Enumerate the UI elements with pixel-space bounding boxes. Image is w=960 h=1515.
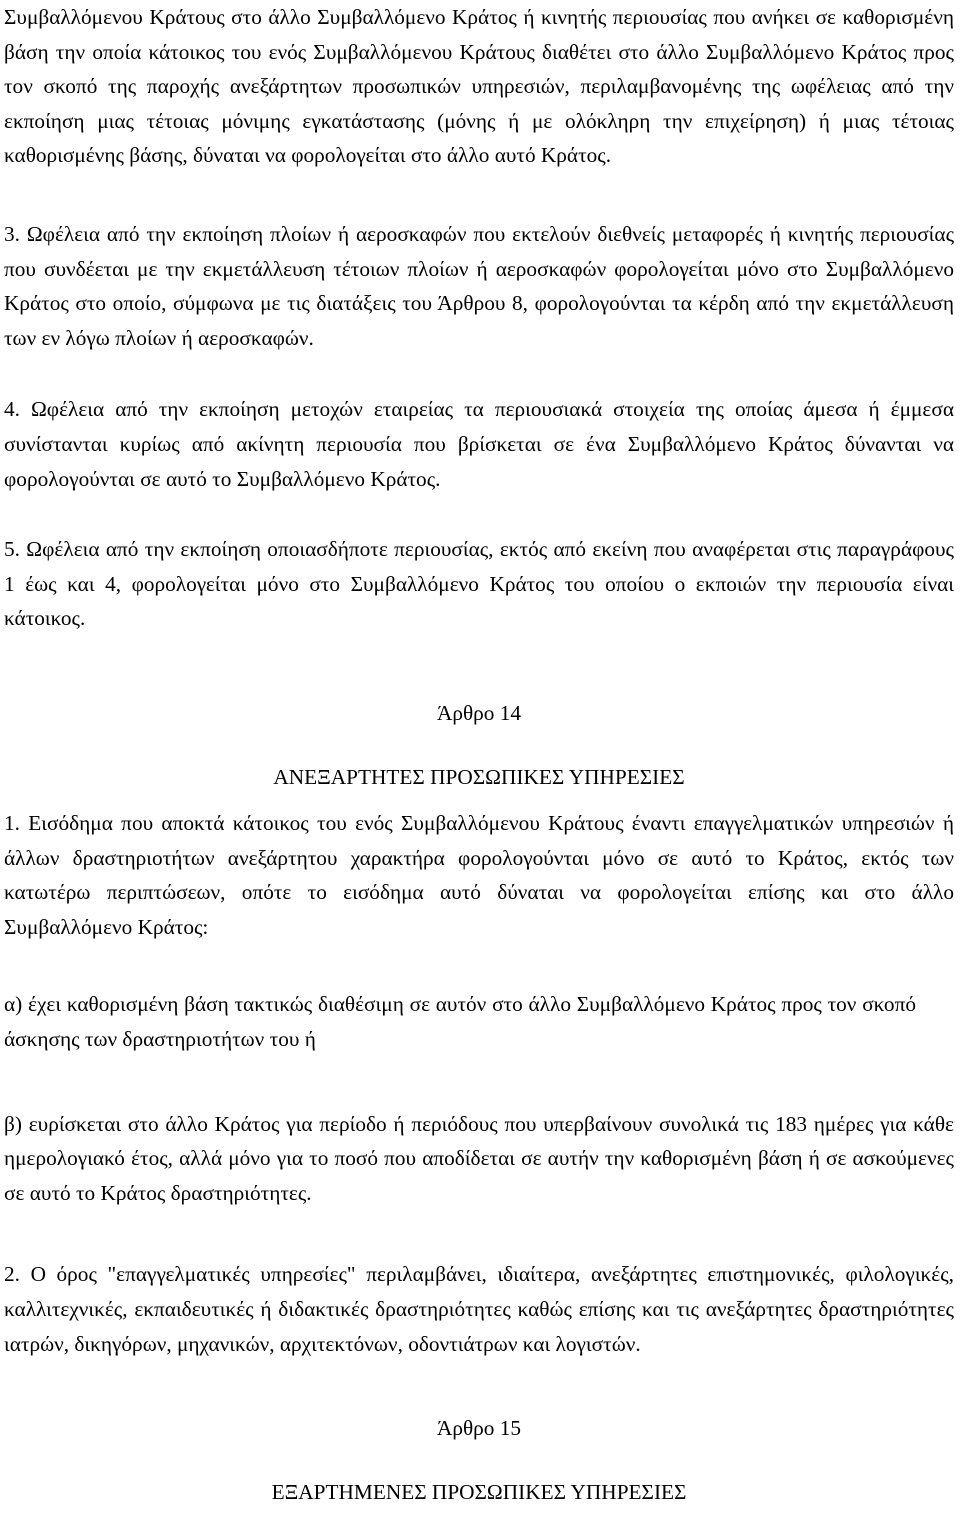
document-page (4, 0, 954, 1509)
article-14-number: Άρθρο 14 (436, 700, 522, 725)
article-14-item-a: α) έχει καθορισμένη βάση τακτικώς διαθέσιμη σε αυτόν στο άλλο Συμβαλλόμενο Κράτος προς τον σκοπό άσκησης των δραστηριοτήτων του ή (4, 992, 916, 1052)
paragraph-4: 4. Ωφέλεια από την εκποίηση μετοχών εταιρείας τα περιουσιακά στοιχεία της οποίας άμεσα ή έμμεσα συνίστανται κυρίως από ακίνητη περιουσία που βρίσκεται σε ένα Συμβαλλόμενο Κράτος δύνανται να φορολογούνται σε αυτό το Συμβαλλόμενο Κράτος. (4, 397, 954, 491)
article-14-item-b: β) ευρίσκεται στο άλλο Κράτος για περίοδο ή περιόδους που υπερβαίνουν συνολικά τις 183 ημέρες για κάθε ημερολογιακό έτος, αλλά μόνο για το ποσό που αποδίδεται σε αυτήν την καθορισμένη βάση ή σε ασκούμενες σε αυτό το Κράτος δραστηριότητες. (4, 1111, 954, 1205)
article-15-number: Άρθρο 15 (436, 1416, 522, 1441)
article-14-paragraph-1: 1. Εισόδημα που αποκτά κάτοικος του ενός Συμβαλλόμενου Κράτους έναντι επαγγελματικών υπηρεσιών ή άλλων δραστηριοτήτων ανεξάρτητου χαρακτήρα φορολογούνται μόνο σε αυτό το Κράτος, εκτός των κατωτέρω περιπτώσεων, οπότε το εισόδημα αυτό δύναται να φορολογείται επίσης και στο άλλο Συμβαλλόμενο Κράτος: (4, 811, 954, 939)
paragraph-5: 5. Ωφέλεια από την εκποίηση οποιασδήποτε περιουσίας, εκτός από εκείνη που αναφέρεται στις παραγράφους 1 έως και 4, φορολογείται μόνο στο Συμβαλλόμενο Κράτος του οποίου ο εκποιών την περιουσία είναι κάτοικος. (4, 537, 954, 631)
article-15-title: ΕΞΑΡΤΗΜΕΝΕΣ ΠΡΟΣΩΠΙΚΕΣ ΥΠΗΡΕΣΙΕΣ (271, 1479, 687, 1504)
paragraph-3: 3. Ωφέλεια από την εκποίηση πλοίων ή αεροσκαφών που εκτελούν διεθνείς μεταφορές ή κινητής περιουσίας που συνδέεται με την εκμετάλλευση τέτοιων πλοίων ή αεροσκαφών φορολογείται μόνο στο Συμβαλλόμενο Κράτος στο οποίο, σύμφωνα με τις διατάξεις του Άρθρου 8, φορολογούνται τα κέρδη από την εκμετάλλευση των εν λόγω πλοίων ή αεροσκαφών. (4, 221, 954, 350)
paragraph-continued: Συμβαλλόμενου Κράτους στο άλλο Συμβαλλόμενο Κράτος ή κινητής περιουσίας που ανήκει σε καθορισμένη βάση την οποία κάτοικος του ενός Συμβαλλόμενου Κράτους διαθέτει στο άλλο Συμβαλλόμενο Κράτος προς τον σκοπό της παροχής ανεξάρτητων προσωπικών υπηρεσιών, περιλαμβανομένης της ωφέλειας από την εκποίηση μιας τέτοιας μόνιμης εγκατάστασης (μόνης ή με ολόκληρη την επιχείρηση) ή μιας τέτοιας καθορισμένης βάσης, δύναται να φορολογείται στο άλλο αυτό Κράτος. (4, 5, 954, 168)
article-14-paragraph-2: 2. Ο όρος "επαγγελματικές υπηρεσίες" περιλαμβάνει, ιδιαίτερα, ανεξάρτητες επιστημονικές, φιλολογικές, καλλιτεχνικές, εκπαιδευτικές ή διδακτικές δραστηριότητες καθώς επίσης και τις ανεξάρτητες δραστηριότητες ιατρών, δικηγόρων, μηχανικών, αρχιτεκτόνων, οδοντιάτρων και λογιστών. (4, 1262, 954, 1356)
article-14-title: ΑΝΕΞΑΡΤΗΤΕΣ ΠΡΟΣΩΠΙΚΕΣ ΥΠΗΡΕΣΙΕΣ (273, 764, 685, 789)
